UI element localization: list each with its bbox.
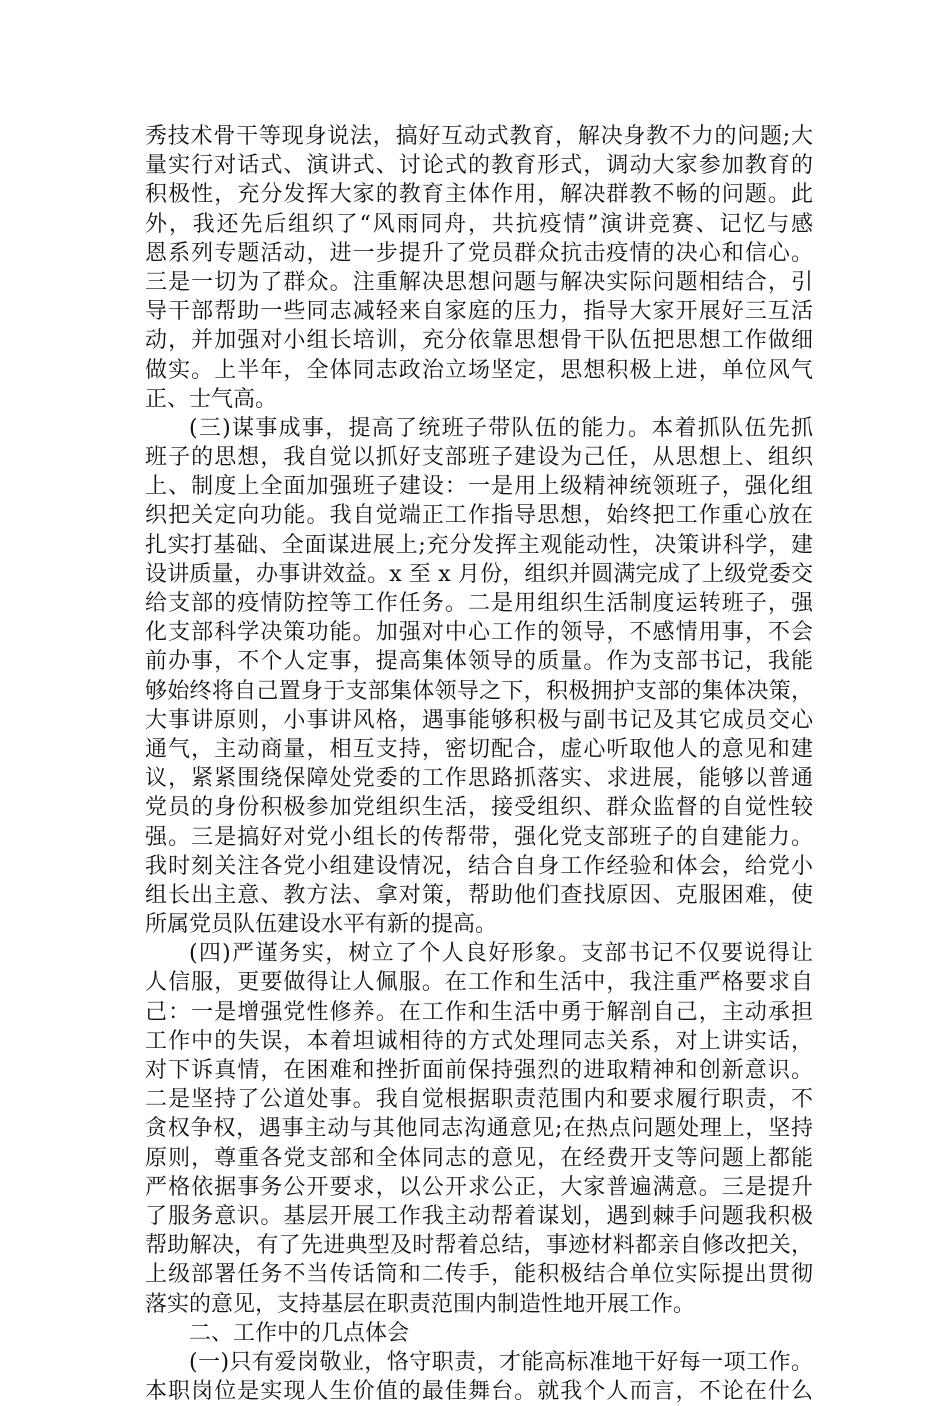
text-line: 前办事，不个人定事，提高集体领导的质量。作为支部书记，我能 bbox=[145, 649, 813, 675]
text-line: 帮助解决，有了先进典型及时帮着总结，事迹材料都亲自修改把关， bbox=[145, 1233, 813, 1259]
text-line: 化支部科学决策功能。加强对中心工作的领导，不感情用事，不会 bbox=[145, 620, 813, 646]
text-line: 对下诉真情，在困难和挫折面前保持强烈的进取精神和创新意识。 bbox=[145, 1058, 813, 1083]
text-line: 恩系列专题活动，进一步提升了党员群众抗击疫情的决心和信心。 bbox=[145, 240, 813, 266]
text-line: 设讲质量，办事讲效益。x 至 x 月份，组织并圆满完成了上级党委交 bbox=[145, 561, 813, 587]
text-line: (一)只有爱岗敬业，恪守职责，才能高标准地干好每一项工作。 bbox=[189, 1349, 813, 1375]
text-line: 正、士气高。 bbox=[145, 386, 278, 412]
text-line: 扎实打基础、全面谋进展上;充分发挥主观能动性，决策讲科学，建 bbox=[145, 532, 813, 558]
text-line: 织把关定向功能。我自觉端正工作指导思想，始终把工作重心放在 bbox=[145, 503, 813, 529]
text-line: 做实。上半年，全体同志政治立场坚定，思想积极上进，单位风气 bbox=[145, 357, 813, 383]
text-line: 人信服，更要做得让人佩服。在工作和生活中，我注重严格要求自 bbox=[145, 970, 813, 996]
text-line: 工作中的失误，本着坦诚相待的方式处理同志关系，对上讲实话， bbox=[145, 1028, 813, 1054]
text-line: 班子的思想，我自觉以抓好支部班子建设为己任，从思想上、组织 bbox=[145, 445, 813, 471]
text-line: 通气，主动商量，相互支持，密切配合，虚心听取他人的意见和建 bbox=[145, 736, 813, 762]
text-line: 本职岗位是实现人生价值的最佳舞台。就我个人而言，不论在什么 bbox=[145, 1379, 813, 1405]
text-line: 外，我还先后组织了“风雨同舟，共抗疫情”演讲竞赛、记忆与感 bbox=[145, 211, 813, 237]
text-line: 强。三是搞好对党小组长的传帮带，强化党支部班子的自建能力。 bbox=[145, 824, 813, 850]
text-line: 贪权争权，遇事主动与其他同志沟通意见;在热点问题处理上，坚持 bbox=[145, 1116, 813, 1142]
text-line: (三)谋事成事，提高了统班子带队伍的能力。本着抓队伍先抓 bbox=[189, 415, 813, 441]
text-line: 积极性，充分发挥大家的教育主体作用，解决群教不畅的问题。此 bbox=[145, 182, 813, 208]
text-line: (四)严谨务实，树立了个人良好形象。支部书记不仅要说得让 bbox=[189, 941, 813, 967]
text-line: 够始终将自己置身于支部集体领导之下，积极拥护支部的集体决策， bbox=[145, 678, 813, 704]
text-line: 己：一是增强党性修养。在工作和生活中勇于解剖自己，主动承担 bbox=[145, 999, 813, 1025]
text-line: 大事讲原则，小事讲风格，遇事能够积极与副书记及其它成员交心 bbox=[145, 707, 813, 733]
text-line: 上级部署任务不当传话筒和二传手，能积极结合单位实际提出贯彻 bbox=[145, 1262, 813, 1288]
text-line: 严格依据事务公开要求，以公开求公正，大家普遍满意。三是提升 bbox=[145, 1174, 813, 1200]
text-line: 所属党员队伍建设水平有新的提高。 bbox=[145, 912, 498, 938]
text-line: 二、工作中的几点体会 bbox=[189, 1320, 410, 1346]
text-line: 二是坚持了公道处事。我自觉根据职责范围内和要求履行职责，不 bbox=[145, 1087, 813, 1113]
text-line: 党员的身份积极参加党组织生活，接受组织、群众监督的自觉性较 bbox=[145, 795, 813, 821]
text-line: 组长出主意、教方法、拿对策，帮助他们查找原因、克服困难，使 bbox=[145, 882, 813, 908]
document-body bbox=[145, 122, 813, 1406]
text-line: 上、制度上全面加强班子建设：一是用上级精神统领班子，强化组 bbox=[145, 474, 813, 500]
text-line: 落实的意见，支持基层在职责范围内制造性地开展工作。 bbox=[145, 1291, 696, 1317]
text-line: 导干部帮助一些同志减轻来自家庭的压力，指导大家开展好三互活 bbox=[145, 299, 813, 325]
text-line: 秀技术骨干等现身说法，搞好互动式教育，解决身教不力的问题;大 bbox=[145, 124, 813, 149]
text-line: 议，紧紧围绕保障处党委的工作思路抓落实、求进展，能够以普通 bbox=[145, 766, 813, 792]
text-line: 动，并加强对小组长培训，充分依靠思想骨干队伍把思想工作做细 bbox=[145, 328, 813, 354]
text-line: 原则，尊重各党支部和全体同志的意见，在经费开支等问题上都能 bbox=[145, 1145, 813, 1171]
text-line: 三是一切为了群众。注重解决思想问题与解决实际问题相结合，引 bbox=[145, 269, 813, 295]
text-line: 给支部的疫情防控等工作任务。二是用组织生活制度运转班子，强 bbox=[145, 591, 813, 616]
text-line: 量实行对话式、演讲式、讨论式的教育形式，调动大家参加教育的 bbox=[145, 153, 813, 179]
text-line: 我时刻关注各党小组建设情况，结合自身工作经验和体会，给党小 bbox=[145, 853, 813, 879]
text-line: 了服务意识。基层开展工作我主动帮着谋划，遇到棘手问题我积极 bbox=[145, 1203, 813, 1229]
